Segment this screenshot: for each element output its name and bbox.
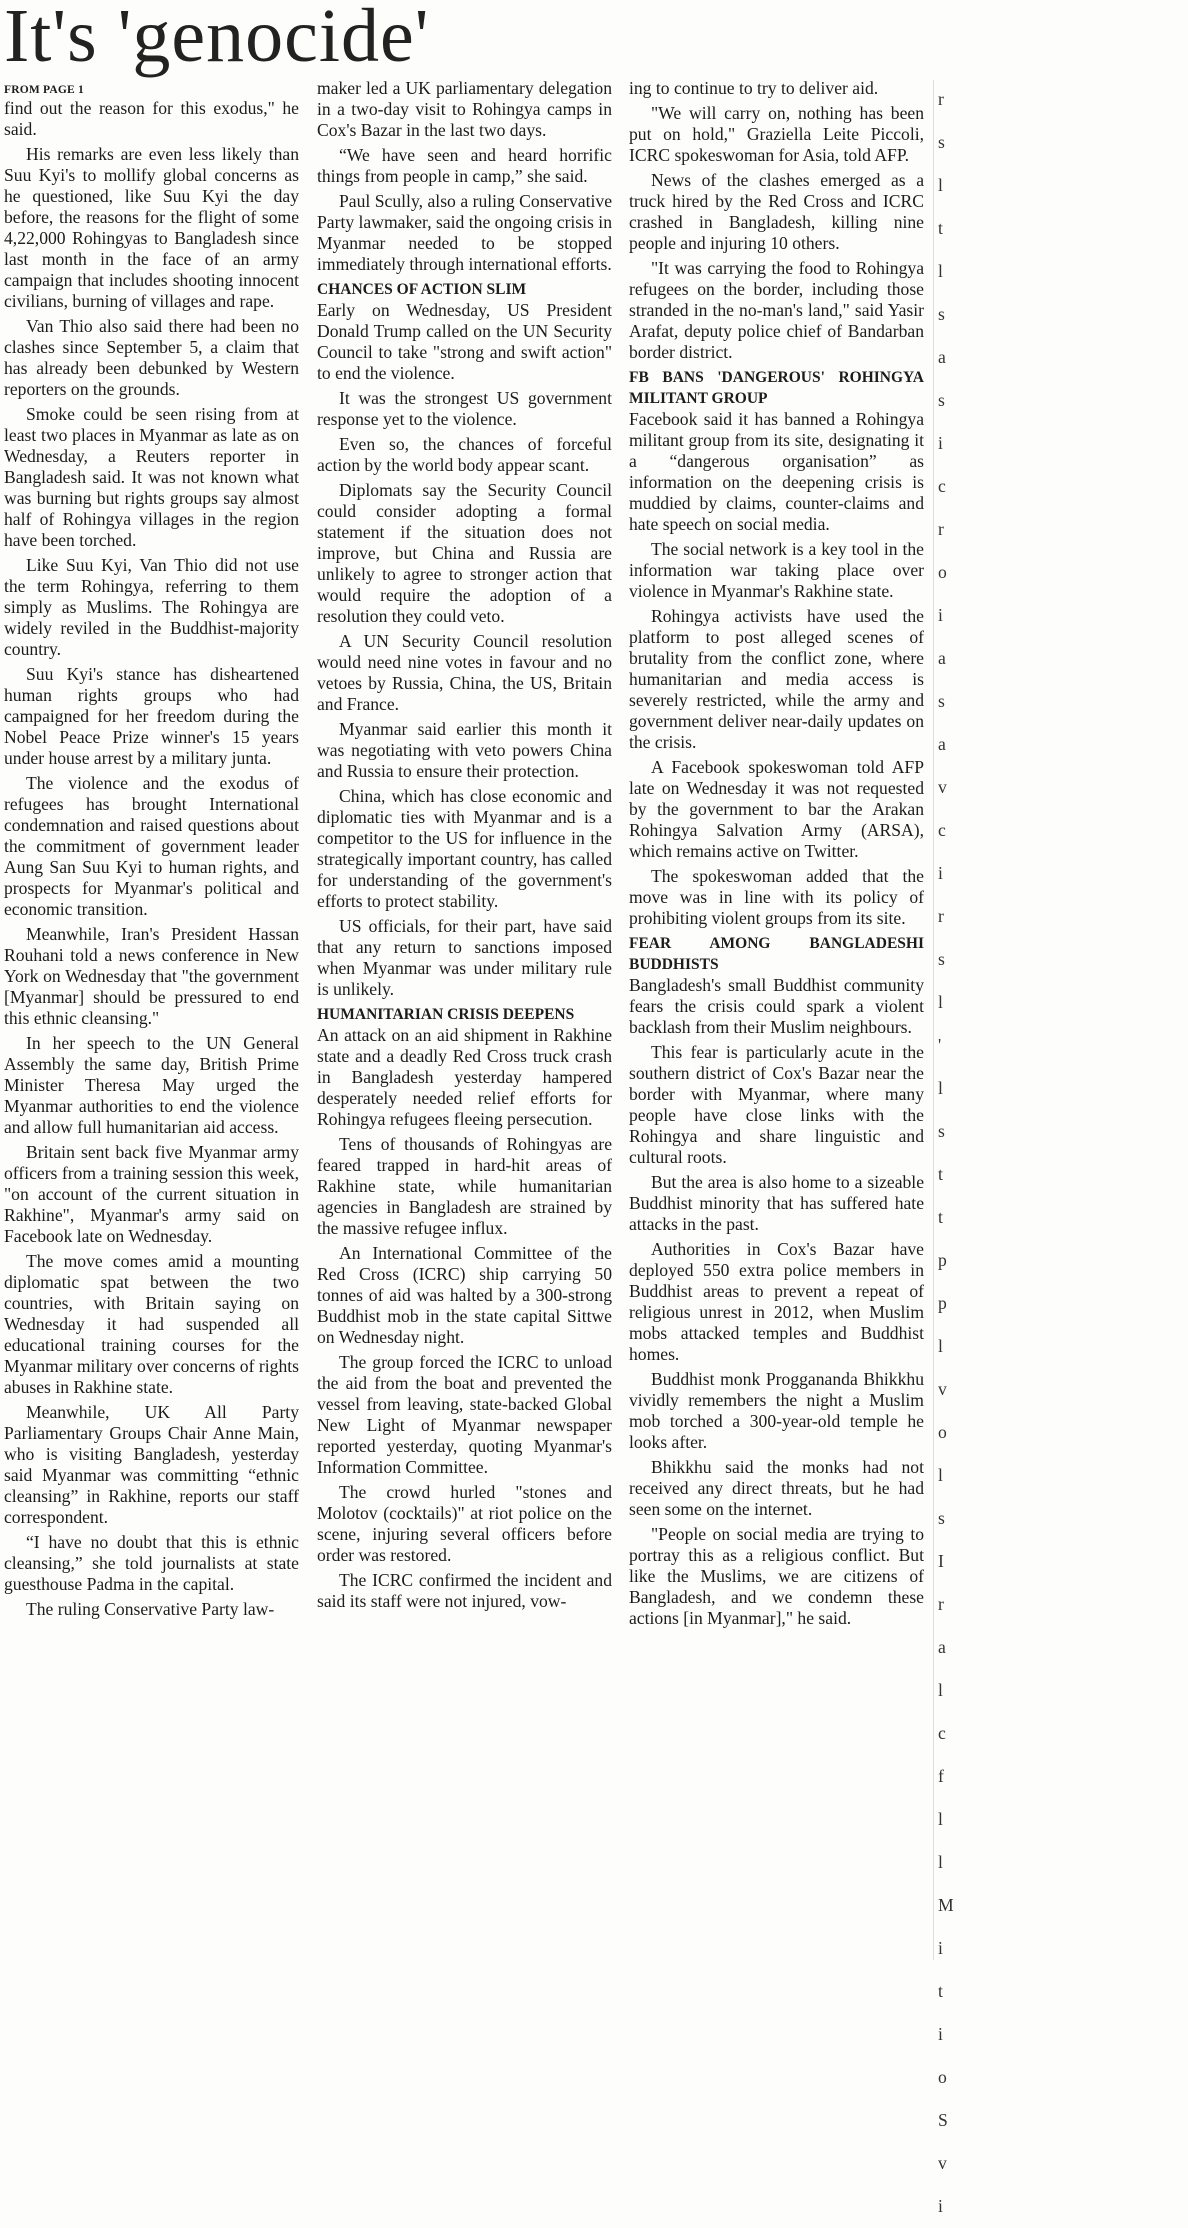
- article-column-1: [4, 78, 299, 1624]
- column-rule: [933, 80, 934, 1960]
- subhead-chances-of-action: CHANCES OF ACTION SLIM: [317, 281, 527, 298]
- paragraph: China, which has close economic and diplomatic ties with Myanmar and is a competitor to the US for influence in the strategically important country, has called for understanding of the government's efforts to protect stability.: [317, 786, 612, 911]
- clipped-letter: i: [938, 1938, 943, 1958]
- paragraph: Bangladesh's small Buddhist community fears the crisis could spark a violent backlash from their Muslim neighbours.: [629, 975, 924, 1037]
- clipped-letter: s: [938, 691, 945, 711]
- paragraph: In her speech to the UN General Assembly the same day, British Prime Minister Theresa May urged the Myanmar authorities to end the violence and allow full humanitarian aid access.: [4, 1033, 299, 1137]
- clipped-letter: o: [938, 2067, 947, 2087]
- clipped-letter: M: [938, 1895, 954, 1915]
- paragraph: Meanwhile, UK All Party Parliamentary Groups Chair Anne Main, who is visiting Bangladesh, yesterday said Myanmar was committing “ethnic cleansing” in Rakhine, reports our staff correspondent.: [4, 1402, 299, 1527]
- clipped-letter: l: [938, 1336, 943, 1356]
- clipped-letter: a: [938, 347, 946, 367]
- clipped-letter: l: [938, 1465, 943, 1485]
- paragraph: Paul Scully, also a ruling Conservative Party lawmaker, said the ongoing crisis in Myanmar needed to be stopped immediately through international efforts.: [317, 191, 612, 274]
- clipped-letter: i: [938, 605, 943, 625]
- clipped-letter: r: [938, 519, 944, 539]
- clipped-letter: ': [938, 1035, 942, 1055]
- paragraph: A Facebook spokeswoman told AFP late on Wednesday it was not requested by the government to bar the Arakan Rohingya Salvation Army (ARSA), which remains active on Twitter.: [629, 757, 924, 861]
- clipped-letter: a: [938, 1637, 946, 1657]
- clipped-letter: t: [938, 1981, 943, 2001]
- clipped-letter: t: [938, 218, 943, 238]
- paragraph: "It was carrying the food to Rohingya refugees on the border, including those stranded in the no-man's land," said Yasir Arafat, deputy police chief of Bandarban border district.: [629, 258, 924, 362]
- subhead-humanitarian-crisis: HUMANITARIAN CRISIS DEEPENS: [317, 1006, 575, 1023]
- paragraph: Myanmar said earlier this month it was negotiating with veto powers China and Russia to ensure their protection.: [317, 719, 612, 781]
- paragraph: Tens of thousands of Rohingyas are feared trapped in hard-hit areas of Rakhine state, while humanitarian agencies in Bangladesh are strained by the massive refugee influx.: [317, 1134, 612, 1238]
- clipped-letter: l: [938, 175, 943, 195]
- paragraph: Buddhist monk Progganandа Bhikkhu vividly remembers the night a Muslim mob torched a 300-year-old temple he looks after.: [629, 1369, 924, 1452]
- paragraph: find out the reason for this exodus," he said.: [4, 98, 299, 139]
- clipped-letter: I: [938, 1551, 944, 1571]
- clipped-letter: a: [938, 734, 946, 754]
- clipped-letter: r: [938, 89, 944, 109]
- paragraph: The spokeswoman added that the move was in line with its policy of prohibiting violent groups from its site.: [629, 866, 924, 928]
- clipped-letter: r: [938, 906, 944, 926]
- paragraph: A UN Security Council resolution would need nine votes in favour and no vetoes by Russia, China, the US, Britain and France.: [317, 631, 612, 714]
- paragraph: maker led a UK parliamentary delegation in a two-day visit to Rohingya camps in Cox's Bazar in the last two days.: [317, 78, 612, 140]
- clipped-letter: l: [938, 1809, 943, 1829]
- paragraph: The social network is a key tool in the information war taking place over violence in Myanmar's Rakhine state.: [629, 539, 924, 601]
- paragraph: The ICRC confirmed the incident and said its staff were not injured, vow-: [317, 1570, 612, 1611]
- paragraph: Early on Wednesday, US President Donald Trump called on the UN Security Council to take "strong and swift action" to end the violence.: [317, 300, 612, 383]
- clipped-letter: s: [938, 1508, 945, 1528]
- clipped-next-column: [938, 78, 954, 2228]
- clipped-letter: s: [938, 1121, 945, 1141]
- clipped-letter: l: [938, 1680, 943, 1700]
- subhead-fear-among-buddhists: FEAR AMONG BANGLADESHI BUDDHISTS: [629, 935, 924, 973]
- paragraph: The group forced the ICRC to unload the aid from the boat and prevented the vessel from leaving, state-backed Global New Light of Myanmar newspaper reported yesterday, quoting Myanmar's Information Committee.: [317, 1352, 612, 1477]
- clipped-letter: r: [938, 1594, 944, 1614]
- paragraph: Rohingya activists have used the platform to post alleged scenes of brutality from the conflict zone, where humanitarian and media access is severely restricted, while the army and government deliver near-daily updates on the crisis.: [629, 606, 924, 752]
- paragraph: The move comes amid a mounting diplomatic spat between the two countries, with Britain saying on Wednesday it had suspended all educational training courses for the Myanmar military over concerns of rights abuses in Rakhine state.: [4, 1251, 299, 1397]
- clipped-letter: s: [938, 304, 945, 324]
- clipped-letter: t: [938, 1164, 943, 1184]
- paragraph: News of the clashes emerged as a truck hired by the Red Cross and ICRC crashed in Bangladesh, killing nine people and injuring 10 others.: [629, 170, 924, 253]
- paragraph: Authorities in Cox's Bazar have deployed 550 extra police members in Buddhist areas to prevent a repeat of religious unrest in 2012, when Muslim mobs attacked temples and Buddhist homes.: [629, 1239, 924, 1364]
- clipped-letter: v: [938, 777, 947, 797]
- clipped-letter: p: [938, 1293, 947, 1313]
- clipped-letter: s: [938, 390, 945, 410]
- clipped-letter: c: [938, 1723, 946, 1743]
- paragraph: This fear is particularly acute in the southern district of Cox's Bazar near the border with Myanmar, where many people have close links with the Rohingya and share linguistic and cultural roots.: [629, 1042, 924, 1167]
- clipped-letter: v: [938, 1379, 947, 1399]
- clipped-letter: l: [938, 992, 943, 1012]
- clipped-letter: f: [938, 1766, 944, 1786]
- clipped-letter: s: [938, 132, 945, 152]
- clipped-letter: t: [938, 1207, 943, 1227]
- clipped-letter: o: [938, 562, 947, 582]
- article-column-3: [629, 78, 924, 1633]
- paragraph: “I have no doubt that this is ethnic cleansing,” she told journalists at state guesthouse Padma in the capital.: [4, 1532, 299, 1594]
- paragraph: The crowd hurled "stones and Molotov (cocktails)" at riot police on the scene, injuring several officers before order was restored.: [317, 1482, 612, 1565]
- clipped-letter: i: [938, 2196, 943, 2216]
- paragraph: An International Committee of the Red Cross (ICRC) ship carrying 50 tonnes of aid was halted by a 300-strong Buddhist mob in the state capital Sittwe on Wednesday night.: [317, 1243, 612, 1347]
- clipped-letter: i: [938, 433, 943, 453]
- headline: It's 'genocide': [4, 0, 430, 78]
- paragraph: "People on social media are trying to portray this as a religious conflict. But like the Muslims, we are citizens of Bangladesh, and we condemn these actions [in Myanmar]," he said.: [629, 1524, 924, 1628]
- paragraph: Diplomats say the Security Council could consider adopting a formal statement if the situation does not improve, but China and Russia are unlikely to agree to stronger action that would require the adoption of a resolution they could veto.: [317, 480, 612, 626]
- paragraph: Even so, the chances of forceful action by the world body appear scant.: [317, 434, 612, 475]
- paragraph: Britain sent back five Myanmar army officers from a training session this week, "on account of the current situation in Rakhine", Myanmar's army said on Facebook late on Wednesday.: [4, 1142, 299, 1246]
- clipped-letter: c: [938, 820, 946, 840]
- clipped-letter: l: [938, 261, 943, 281]
- subhead-fb-bans: FB BANS 'DANGEROUS' ROHINGYA MILITANT GROUP: [629, 369, 924, 407]
- paragraph: Meanwhile, Iran's President Hassan Rouhani told a news conference in New York on Wednesday that "the government [Myanmar] should be pressured to end this ethnic cleansing.": [4, 924, 299, 1028]
- paragraph: But the area is also home to a sizeable Buddhist minority that has suffered hate attacks in the past.: [629, 1172, 924, 1234]
- clipped-letter: p: [938, 1250, 947, 1270]
- paragraph: Facebook said it has banned a Rohingya militant group from its site, designating it a “dangerous organisation” as information on the deepening crisis is muddied by claims, counter-claims and hate speech on social media.: [629, 409, 924, 534]
- clipped-letter: l: [938, 1852, 943, 1872]
- paragraph: The violence and the exodus of refugees has brought International condemnation and raised questions about the commitment of government leader Aung San Suu Kyi to human rights, and prospects for Myanmar's political and economic transition.: [4, 773, 299, 919]
- paragraph: Van Thio also said there had been no clashes since September 5, a claim that has already been debunked by Western reporters on the grounds.: [4, 316, 299, 399]
- paragraph: US officials, for their part, have said that any return to sanctions imposed when Myanmar was under military rule is unlikely.: [317, 916, 612, 999]
- clipped-letter: s: [938, 949, 945, 969]
- clipped-letter: i: [938, 863, 943, 883]
- paragraph: Like Suu Kyi, Van Thio did not use the term Rohingya, referring to them simply as Muslims. The Rohingya are widely reviled in the Buddhist-majority country.: [4, 555, 299, 659]
- paragraph: Smoke could be seen rising from at least two places in Myanmar as late as on Wednesday, a Reuters reporter in Bangladesh said. It was not known what was burning but rights groups say almost half of Rohingya villages in the region have been torched.: [4, 404, 299, 550]
- clipped-letter: v: [938, 2153, 947, 2173]
- clipped-letter: l: [938, 1078, 943, 1098]
- clipped-letter: S: [938, 2110, 948, 2130]
- paragraph: ing to continue to try to deliver aid.: [629, 78, 879, 98]
- clipped-letter: a: [938, 648, 946, 668]
- clipped-letter: o: [938, 1422, 947, 1442]
- paragraph: It was the strongest US government response yet to the violence.: [317, 388, 612, 429]
- paragraph: “We have seen and heard horrific things from people in camp,” she said.: [317, 145, 612, 186]
- paragraph: His remarks are even less likely than Suu Kyi's to mollify global concerns as he questioned, like Suu Kyi the day before, the reasons for the flight of some 4,22,000 Rohingyas to Bangladesh since last month in the face of an army campaign that includes shooting innocent civilians, burning of villages and rape.: [4, 144, 299, 311]
- kicker-from-page: FROM PAGE 1: [4, 84, 84, 96]
- article-column-2: [317, 78, 612, 1616]
- paragraph: "We will carry on, nothing has been put on hold," Graziella Leite Piccoli, ICRC spokeswoman for Asia, told AFP.: [629, 103, 924, 165]
- clipped-letter: c: [938, 476, 946, 496]
- paragraph: Bhikkhu said the monks had not received any direct threats, but he had seen some on the internet.: [629, 1457, 924, 1519]
- paragraph: Suu Kyi's stance has disheartened human rights groups who had campaigned for her freedom during the Nobel Peace Prize winner's 15 years under house arrest by a military junta.: [4, 664, 299, 768]
- paragraph: The ruling Conservative Party law-: [26, 1599, 275, 1619]
- clipped-letter: i: [938, 2024, 943, 2044]
- paragraph: An attack on an aid shipment in Rakhine state and a deadly Red Cross truck crash in Bangladesh yesterday hampered desperately needed relief efforts for Rohingya refugees fleeing persecution.: [317, 1025, 612, 1129]
